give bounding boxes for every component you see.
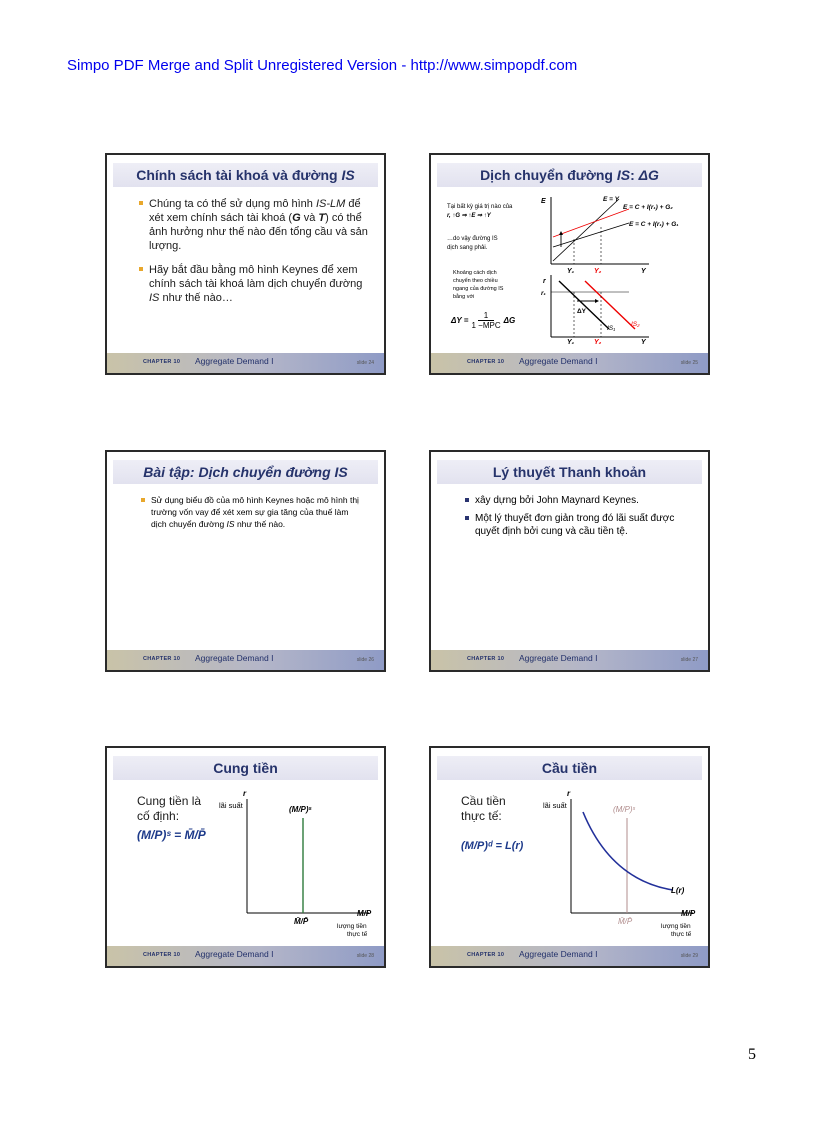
note-3: Khoảng cách dịch chuyển theo chiều ngang của đường IS bằng với	[453, 270, 504, 300]
slide-title: Cầu tiền	[437, 756, 702, 780]
slide-footer: CHAPTER 10 Aggregate Demand I slide 26	[107, 650, 384, 670]
svg-text:Y₂: Y₂	[594, 268, 602, 275]
slide-title: Cung tiền	[113, 756, 378, 780]
slide-footer: CHAPTER 10 Aggregate Demand I slide 24	[107, 353, 384, 373]
bullet-item: Sử dụng biểu đồ của mô hình Keynes hoặc mô hình thị trường vốn vay để xét xem sự gia tăng của thuế làm dịch chuyển đường IS như thế nào.	[151, 494, 361, 530]
money-demand-formula: (M/P)ᵈ = L(r)	[461, 840, 524, 852]
svg-text:ΔY: ΔY	[577, 308, 587, 315]
watermark: Simpo PDF Merge and Split Unregistered Version - http://www.simpopdf.com	[67, 57, 578, 74]
svg-text:lượng tiền: lượng tiền	[661, 923, 691, 930]
slide-body	[107, 189, 384, 353]
slide-26	[105, 450, 386, 672]
svg-text:Y₁: Y₁	[567, 339, 575, 346]
svg-text:Y: Y	[641, 339, 646, 346]
slide-title: Bài tập: Dịch chuyển đường IS	[113, 460, 378, 484]
svg-text:IS₁: IS₁	[607, 325, 616, 332]
svg-text:Y: Y	[641, 268, 646, 275]
money-demand-chart	[543, 784, 703, 938]
slide-title: Lý thuyết Thanh khoản	[437, 460, 702, 484]
svg-text:M/P: M/P	[681, 909, 696, 918]
slide-29	[429, 746, 710, 968]
slide-footer: CHAPTER 10 Aggregate Demand I slide 25	[431, 353, 708, 373]
svg-text:r: r	[543, 278, 546, 285]
slide-body	[107, 486, 384, 650]
bullet-item: xây dựng bởi John Maynard Keynes.	[475, 494, 700, 507]
svg-text:M̄/P̄: M̄/P̄	[618, 917, 633, 926]
svg-text:Y₁: Y₁	[567, 268, 575, 275]
slide-body	[431, 486, 708, 650]
slide-footer: CHAPTER 10 Aggregate Demand I slide 27	[431, 650, 708, 670]
svg-text:r: r	[567, 789, 571, 798]
svg-text:M̄/P̄: M̄/P̄	[294, 917, 309, 926]
lead-text: Cầu tiền thực tế:	[461, 794, 506, 823]
svg-text:r₁: r₁	[541, 290, 546, 297]
svg-text:lượng tiền: lượng tiền	[337, 923, 367, 930]
bullet-item: Hãy bắt đầu bằng mô hình Keynes để xem chính sách tài khoá làm dịch chuyển đường IS như thế nào…	[149, 263, 371, 305]
slide-28	[105, 746, 386, 968]
slide-body	[431, 189, 708, 353]
bullet-item: Một lý thuyết đơn giản trong đó lãi suất được quyết định bởi cung và cầu tiền tệ.	[475, 512, 700, 538]
svg-text:E = C + I(r₁) + G₁: E = C + I(r₁) + G₁	[629, 221, 679, 228]
slide-title: Dịch chuyển đường IS: ΔG	[437, 163, 702, 187]
multiplier-formula: ΔY = 1 1 −MPC ΔG	[451, 311, 516, 330]
slide-27	[429, 450, 710, 672]
svg-text:lãi suất: lãi suất	[219, 801, 243, 810]
is-shift-diagram	[539, 189, 709, 344]
slide-body	[107, 782, 384, 946]
svg-text:L(r): L(r)	[671, 886, 685, 895]
svg-text:(M/P)ˢ: (M/P)ˢ	[289, 805, 312, 814]
lead-text: Cung tiền là cố định:	[137, 794, 202, 823]
money-supply-chart	[219, 784, 379, 938]
slide-24	[105, 153, 386, 375]
svg-text:thực tế: thực tế	[347, 931, 368, 938]
svg-text:M/P: M/P	[357, 909, 372, 918]
svg-text:r: r	[243, 789, 247, 798]
slide-footer: CHAPTER 10 Aggregate Demand I slide 28	[107, 946, 384, 966]
slide-25	[429, 153, 710, 375]
money-supply-formula: (M/P)ˢ = M̄/P̄	[137, 828, 206, 842]
page-number: 5	[748, 1046, 756, 1063]
svg-text:Y₂: Y₂	[594, 339, 602, 346]
svg-text:(M/P)ˢ: (M/P)ˢ	[613, 805, 636, 814]
svg-text:thực tế: thực tế	[671, 931, 692, 938]
svg-text:E = Y: E = Y	[603, 196, 619, 203]
note-2: …do vậy đường IS dịch sang phải.	[447, 236, 498, 251]
svg-text:E: E	[541, 198, 546, 205]
svg-text:IS₂: IS₂	[631, 321, 640, 328]
bullet-item: Chúng ta có thể sử dụng mô hình IS-LM để xét xem chính sách tài khoá (G và T) có thể ảnh hưởng như thế nào đến tổng cầu và sản lượng.	[149, 197, 371, 253]
note-1: Tại bất kỳ giá trị nào của r, ↑G ⇒ ↑E ⇒ ↑Y	[447, 204, 513, 219]
svg-text:E = C + I(r₁) + G₂: E = C + I(r₁) + G₂	[623, 204, 673, 211]
slide-body	[431, 782, 708, 946]
slide-footer: CHAPTER 10 Aggregate Demand I slide 29	[431, 946, 708, 966]
slide-title: Chính sách tài khoá và đường IS	[113, 163, 378, 187]
svg-text:lãi suất: lãi suất	[543, 801, 567, 810]
